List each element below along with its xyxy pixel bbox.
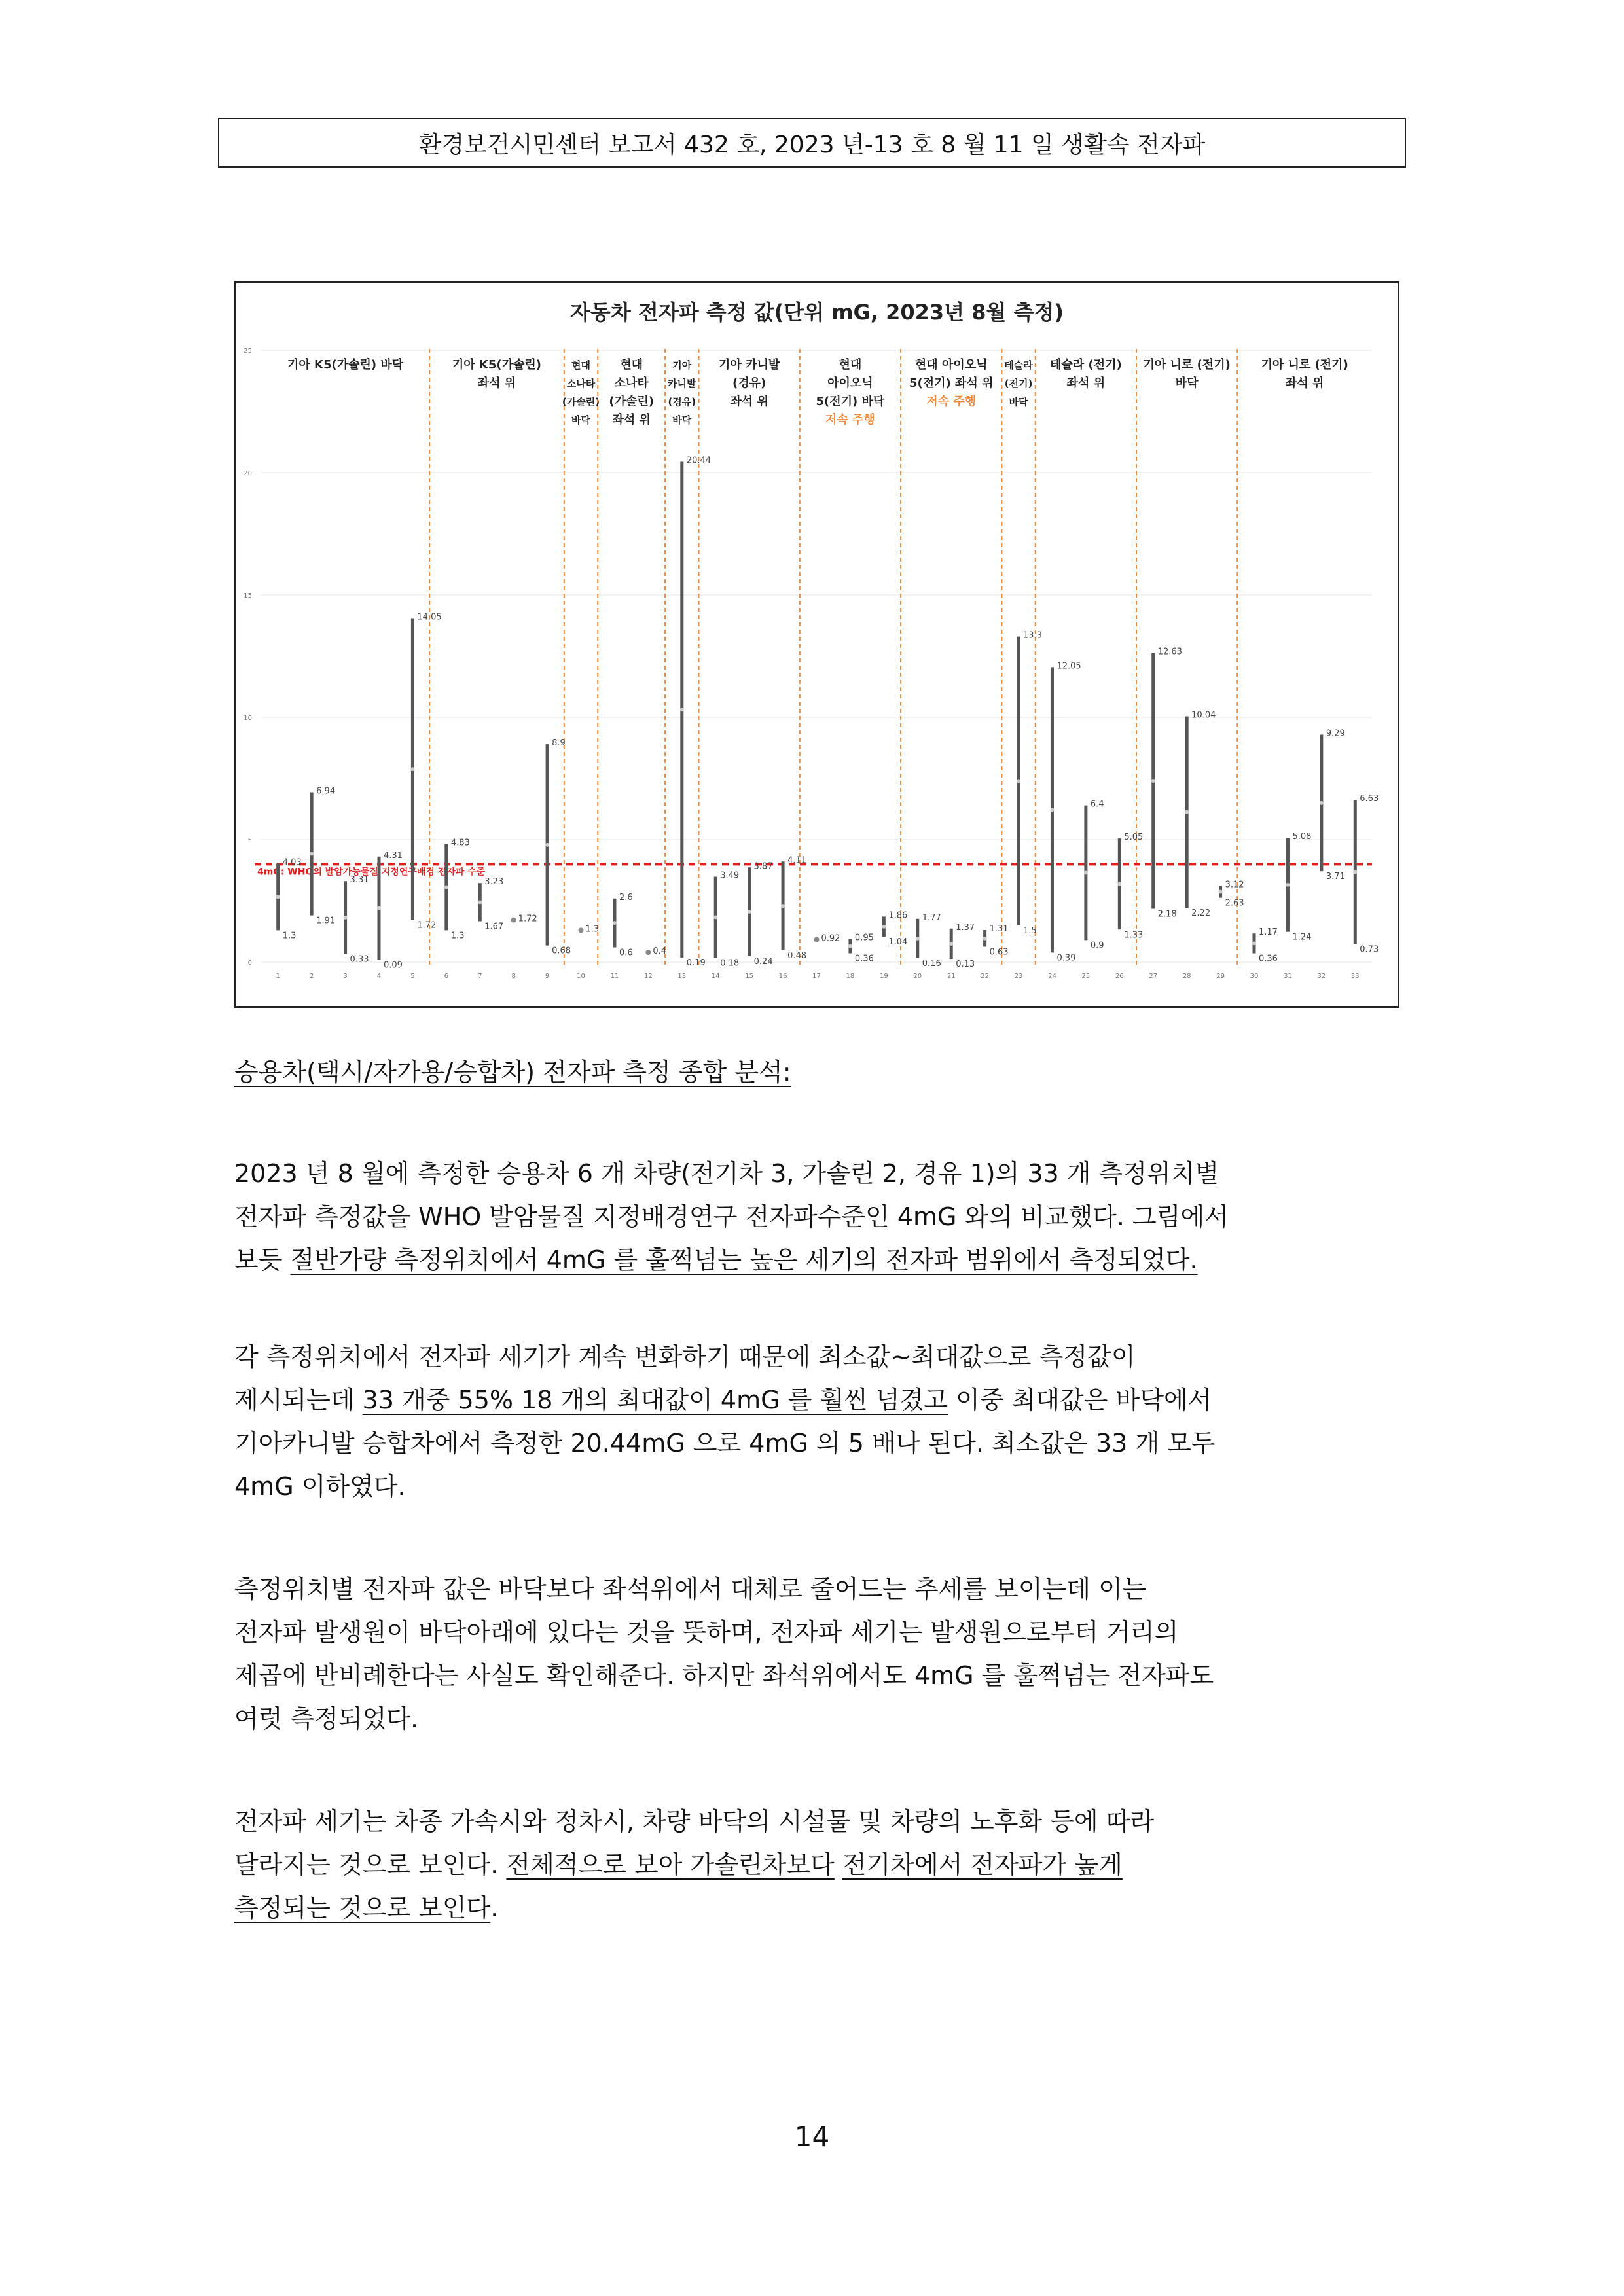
min-value-label: 0.36 bbox=[854, 954, 874, 964]
x-tick-label: 12 bbox=[644, 973, 653, 980]
range-midpoint bbox=[949, 942, 953, 946]
range-midpoint bbox=[1286, 883, 1290, 887]
x-tick-label: 29 bbox=[1216, 973, 1225, 980]
x-tick-label: 22 bbox=[981, 973, 989, 980]
max-value-label: 1.3 bbox=[585, 924, 600, 935]
paragraph-4-line-3-underlined: 측정되는 것으로 보인다 bbox=[234, 1893, 491, 1922]
paragraph-4-line-2 bbox=[234, 1843, 1399, 1886]
paragraph-2-line-3: 기아카니발 승합차에서 측정한 20.44mG 으로 4mG 의 5 배나 된다. 최소값은 33 개 모두 bbox=[234, 1429, 1216, 1458]
min-value-label: 2.22 bbox=[1191, 908, 1211, 918]
x-tick-label: 10 bbox=[577, 973, 585, 980]
min-value-label: 0.09 bbox=[383, 960, 403, 971]
chart-svg bbox=[236, 283, 1398, 1006]
min-value-label: 1.72 bbox=[417, 920, 437, 931]
paragraph-3-line-4: 여럿 측정되었다. bbox=[234, 1704, 419, 1733]
range-midpoint bbox=[310, 852, 314, 856]
range-point bbox=[579, 927, 584, 933]
x-tick-label: 31 bbox=[1284, 973, 1292, 980]
group-label: 기아 니로 (전기) bbox=[1261, 358, 1348, 372]
group-label: 현대 bbox=[839, 358, 862, 372]
group-label: 바닥 bbox=[571, 414, 591, 426]
group-label: 기아 카니발 bbox=[719, 358, 780, 372]
group-label: (전기) bbox=[1004, 378, 1033, 389]
range-midpoint bbox=[377, 906, 381, 910]
range-point bbox=[814, 937, 820, 942]
min-value-label: 0.16 bbox=[922, 959, 941, 969]
x-tick-label: 3 bbox=[343, 973, 348, 980]
max-value-label: 4.11 bbox=[787, 855, 807, 866]
max-value-label: 1.17 bbox=[1259, 927, 1278, 938]
analysis-heading bbox=[234, 1050, 1399, 1094]
range-midpoint bbox=[748, 910, 751, 914]
max-value-label: 4.03 bbox=[282, 857, 302, 868]
x-tick-label: 26 bbox=[1115, 973, 1124, 980]
group-label: 바닥 bbox=[1175, 376, 1199, 390]
min-value-label: 0.73 bbox=[1360, 944, 1379, 955]
group-label: 5(전기) 바닥 bbox=[816, 395, 885, 408]
min-value-label: 0.39 bbox=[1056, 953, 1076, 963]
paragraph-4 bbox=[234, 1800, 1399, 1929]
min-value-label: 1.5 bbox=[1023, 925, 1037, 936]
paragraph-2 bbox=[234, 1335, 1399, 1508]
min-value-label: 1.04 bbox=[888, 937, 908, 948]
analysis-heading-text: 승용차(택시/자가용/승합차) 전자파 측정 종합 분석: bbox=[234, 1058, 791, 1086]
group-label: 좌석 위 bbox=[730, 395, 768, 408]
max-value-label: 13.3 bbox=[1023, 630, 1042, 641]
report-header bbox=[218, 118, 1406, 168]
max-value-label: 12.63 bbox=[1157, 647, 1182, 657]
range-midpoint bbox=[781, 904, 785, 908]
min-value-label: 0.33 bbox=[350, 954, 369, 965]
min-value-label: 0.48 bbox=[787, 951, 807, 961]
paragraph-4-line-2-a: 달라지는 것으로 보인다. bbox=[234, 1850, 507, 1879]
max-value-label: 4.83 bbox=[450, 838, 470, 848]
paragraph-4-line-2-gap bbox=[835, 1850, 842, 1879]
group-note: 저속 주행 bbox=[926, 395, 977, 408]
x-tick-label: 17 bbox=[812, 973, 821, 980]
min-value-label: 0.9 bbox=[1090, 941, 1104, 951]
range-midpoint bbox=[478, 900, 482, 904]
x-tick-label: 9 bbox=[545, 973, 550, 980]
max-value-label: 20.44 bbox=[686, 456, 712, 466]
max-value-label: 6.94 bbox=[316, 786, 336, 797]
x-tick-label: 20 bbox=[913, 973, 922, 980]
x-tick-label: 4 bbox=[376, 973, 382, 980]
max-value-label: 1.77 bbox=[922, 912, 941, 923]
range-midpoint bbox=[848, 944, 852, 948]
group-label: 기아 K5(가솔린) 바닥 bbox=[287, 358, 404, 372]
paragraph-3 bbox=[234, 1568, 1399, 1740]
paragraph-3-line-1: 측정위치별 전자파 값은 바닥보다 좌석위에서 대체로 줄어드는 추세를 보이는데 이는 bbox=[234, 1575, 1147, 1604]
paragraph-1 bbox=[234, 1152, 1399, 1282]
reference-label: 4mG: WHO의 발암가능물질 지정연구배경 전자파 수준 bbox=[257, 867, 486, 878]
min-value-label: 0.19 bbox=[686, 958, 706, 968]
x-tick-label: 8 bbox=[511, 973, 516, 980]
min-value-label: 0.6 bbox=[619, 948, 633, 958]
max-value-label: 14.05 bbox=[417, 612, 442, 622]
max-value-label: 3.12 bbox=[1225, 880, 1244, 890]
max-value-label: 3.87 bbox=[753, 861, 773, 872]
x-tick-label: 25 bbox=[1081, 973, 1091, 980]
x-tick-label: 13 bbox=[677, 973, 687, 980]
group-label: 바닥 bbox=[1009, 396, 1028, 408]
page-number: 14 bbox=[794, 2121, 830, 2153]
max-value-label: 6.63 bbox=[1360, 794, 1379, 804]
range-midpoint bbox=[713, 915, 717, 919]
max-value-label: 2.6 bbox=[619, 892, 633, 903]
paragraph-4-line-2-underlined-2: 전기차에서 전자파가 높게 bbox=[842, 1850, 1123, 1879]
x-tick-label: 18 bbox=[846, 973, 855, 980]
group-label: 현대 아이오닉 bbox=[914, 358, 988, 372]
range-midpoint bbox=[1117, 882, 1121, 886]
paragraph-1-line-3 bbox=[234, 1238, 1399, 1282]
group-label: 아이오닉 bbox=[827, 376, 873, 390]
group-label: 바닥 bbox=[672, 414, 692, 426]
x-tick-label: 5 bbox=[410, 973, 415, 980]
group-label: (가솔린) bbox=[609, 395, 654, 408]
x-tick-label: 7 bbox=[478, 973, 482, 980]
group-label: 좌석 위 bbox=[612, 413, 651, 427]
group-label: 좌석 위 bbox=[1285, 376, 1324, 390]
x-tick-label: 15 bbox=[745, 973, 754, 980]
paragraph-4-line-2-underlined-1: 전체적으로 보아 가솔린차보다 bbox=[506, 1850, 835, 1879]
group-label: 기아 bbox=[672, 359, 692, 371]
emf-range-chart bbox=[234, 281, 1399, 1008]
chart-title: 자동차 전자파 측정 값(단위 mG, 2023년 8월 측정) bbox=[569, 300, 1064, 325]
paragraph-1-line-3-a: 보듯 bbox=[234, 1246, 291, 1274]
max-value-label: 1.31 bbox=[989, 924, 1009, 935]
range-midpoint bbox=[1151, 779, 1155, 783]
x-tick-label: 32 bbox=[1317, 973, 1326, 980]
max-value-label: 6.4 bbox=[1090, 799, 1104, 810]
x-tick-label: 1 bbox=[276, 973, 280, 980]
group-label: 5(전기) 좌석 위 bbox=[909, 376, 994, 390]
y-tick-label: 5 bbox=[247, 837, 252, 844]
min-value-label: 1.3 bbox=[282, 931, 297, 941]
x-tick-label: 28 bbox=[1182, 973, 1191, 980]
max-value-label: 5.08 bbox=[1292, 832, 1312, 842]
paragraph-3-line-3: 제곱에 반비례한다는 사실도 확인해준다. 하지만 좌석위에서도 4mG 를 훌쩍넘는 전자파도 bbox=[234, 1661, 1214, 1690]
min-value-label: 0.68 bbox=[552, 946, 571, 956]
group-label: (가솔린) bbox=[562, 396, 600, 408]
min-value-label: 0.24 bbox=[753, 957, 773, 967]
paragraph-3-line-2: 전자파 발생원이 바닥아래에 있다는 것을 뜻하며, 전자파 세기는 발생원으로부터 거리의 bbox=[234, 1618, 1179, 1647]
paragraph-2-line-2-a: 제시되는데 bbox=[234, 1386, 363, 1414]
max-value-label: 1.72 bbox=[518, 914, 537, 924]
range-midpoint bbox=[545, 843, 549, 847]
group-label: 카니발 bbox=[668, 378, 696, 389]
y-tick-label: 0 bbox=[247, 960, 252, 967]
group-label: 테슬라 bbox=[1004, 359, 1033, 371]
paragraph-4-line-3 bbox=[234, 1886, 1399, 1929]
range-midpoint bbox=[444, 885, 448, 889]
paragraph-1-line-1: 2023 년 8 월에 측정한 승용차 6 개 차량(전기차 3, 가솔린 2, 경유 1)의 33 개 측정위치별 bbox=[234, 1159, 1219, 1188]
max-value-label: 3.49 bbox=[720, 870, 740, 881]
range-point bbox=[511, 918, 516, 923]
min-value-label: 0.63 bbox=[989, 947, 1009, 958]
min-value-label: 2.63 bbox=[1225, 898, 1244, 908]
paragraph-1-line-2: 전자파 측정값을 WHO 발암물질 지정배경연구 전자파수준인 4mG 와의 비교했다. 그림에서 bbox=[234, 1202, 1229, 1231]
range-midpoint bbox=[1084, 870, 1088, 874]
x-tick-label: 33 bbox=[1350, 973, 1360, 980]
min-value-label: 1.3 bbox=[450, 931, 465, 941]
group-label: 좌석 위 bbox=[1066, 376, 1106, 390]
group-label: 현대 bbox=[571, 359, 591, 371]
x-tick-label: 16 bbox=[778, 973, 787, 980]
max-value-label: 3.23 bbox=[484, 877, 504, 888]
range-midpoint bbox=[680, 708, 684, 711]
x-tick-label: 2 bbox=[309, 973, 314, 980]
paragraph-2-line-2-underlined: 33 개중 55% 18 개의 최대값이 4mG 를 훨씬 넘겼고 bbox=[362, 1386, 948, 1414]
max-value-label: 10.04 bbox=[1191, 710, 1216, 721]
group-label: 테슬라 (전기) bbox=[1050, 358, 1122, 372]
range-midpoint bbox=[410, 767, 414, 771]
y-tick-label: 20 bbox=[244, 470, 252, 477]
max-value-label: 0.92 bbox=[821, 933, 840, 944]
paragraph-2-line-2 bbox=[234, 1378, 1399, 1422]
min-value-label: 1.91 bbox=[316, 916, 336, 926]
min-value-label: 1.67 bbox=[484, 922, 504, 932]
range-midpoint bbox=[344, 916, 348, 920]
paragraph-4-line-1: 전자파 세기는 차종 가속시와 정차시, 차량 바닥의 시설물 및 차량의 노후화 등에 따라 bbox=[234, 1807, 1155, 1836]
x-tick-label: 6 bbox=[444, 973, 449, 980]
group-label: 기아 니로 (전기) bbox=[1143, 358, 1231, 372]
max-value-label: 1.86 bbox=[888, 910, 908, 921]
paragraph-4-line-3-end: . bbox=[490, 1893, 499, 1922]
range-midpoint bbox=[1017, 779, 1020, 783]
max-value-label: 4.31 bbox=[383, 850, 403, 861]
paragraph-2-line-2-c: 이중 최대값은 바닥에서 bbox=[948, 1386, 1212, 1414]
x-tick-label: 14 bbox=[711, 973, 720, 980]
range-midpoint bbox=[1252, 941, 1256, 945]
x-tick-label: 11 bbox=[610, 973, 619, 980]
x-tick-label: 30 bbox=[1250, 973, 1259, 980]
max-value-label: 1.37 bbox=[956, 922, 975, 933]
max-value-label: 0.4 bbox=[653, 946, 667, 957]
range-midpoint bbox=[916, 937, 920, 941]
min-value-label: 3.71 bbox=[1326, 872, 1345, 882]
x-tick-label: 23 bbox=[1014, 973, 1023, 980]
x-tick-label: 27 bbox=[1149, 973, 1158, 980]
max-value-label: 0.95 bbox=[854, 933, 874, 943]
min-value-label: 0.36 bbox=[1259, 954, 1278, 964]
range-midpoint bbox=[882, 925, 886, 929]
range-midpoint bbox=[1353, 870, 1357, 874]
group-label: 소나타 bbox=[614, 376, 649, 390]
group-note: 저속 주행 bbox=[825, 413, 875, 427]
group-label: 소나타 bbox=[566, 378, 596, 389]
group-label: 기아 K5(가솔린) bbox=[452, 358, 542, 372]
range-midpoint bbox=[276, 895, 280, 899]
min-value-label: 2.18 bbox=[1157, 909, 1177, 920]
paragraph-2-line-1: 각 측정위치에서 전자파 세기가 계속 변화하기 때문에 최소값~최대값으로 측정값이 bbox=[234, 1342, 1136, 1371]
y-tick-label: 25 bbox=[244, 348, 252, 355]
x-tick-label: 19 bbox=[879, 973, 888, 980]
group-label: (경유) bbox=[732, 376, 767, 390]
max-value-label: 3.31 bbox=[350, 875, 369, 886]
x-tick-label: 24 bbox=[1048, 973, 1056, 980]
paragraph-1-line-3-underlined: 절반가량 측정위치에서 4mG 를 훌쩍넘는 높은 세기의 전자파 범위에서 측정되었다. bbox=[290, 1246, 1198, 1274]
range-midpoint bbox=[1320, 801, 1324, 805]
range-midpoint bbox=[1050, 808, 1054, 812]
group-label: 좌석 위 bbox=[477, 376, 516, 390]
min-value-label: 0.18 bbox=[720, 958, 740, 969]
max-value-label: 5.05 bbox=[1124, 833, 1144, 843]
paragraph-2-line-4: 4mG 이하였다. bbox=[234, 1472, 406, 1501]
range-midpoint bbox=[1185, 810, 1189, 814]
x-tick-label: 21 bbox=[947, 973, 956, 980]
min-value-label: 1.33 bbox=[1124, 930, 1144, 941]
y-tick-label: 15 bbox=[244, 592, 252, 600]
min-value-label: 0.13 bbox=[956, 960, 975, 970]
group-label: (경유) bbox=[668, 396, 696, 408]
max-value-label: 9.29 bbox=[1326, 728, 1345, 739]
range-midpoint bbox=[983, 937, 987, 941]
y-tick-label: 10 bbox=[244, 715, 252, 722]
group-label: 현대 bbox=[620, 358, 643, 372]
max-value-label: 12.05 bbox=[1056, 661, 1081, 672]
report-header-text: 환경보건시민센터 보고서 432 호, 2023 년-13 호 8 월 11 일 생활속 전자파 bbox=[418, 131, 1206, 158]
range-midpoint bbox=[613, 921, 617, 925]
range-midpoint bbox=[1219, 889, 1223, 893]
max-value-label: 8.9 bbox=[552, 738, 566, 749]
min-value-label: 1.24 bbox=[1292, 932, 1312, 942]
range-point bbox=[645, 950, 651, 955]
